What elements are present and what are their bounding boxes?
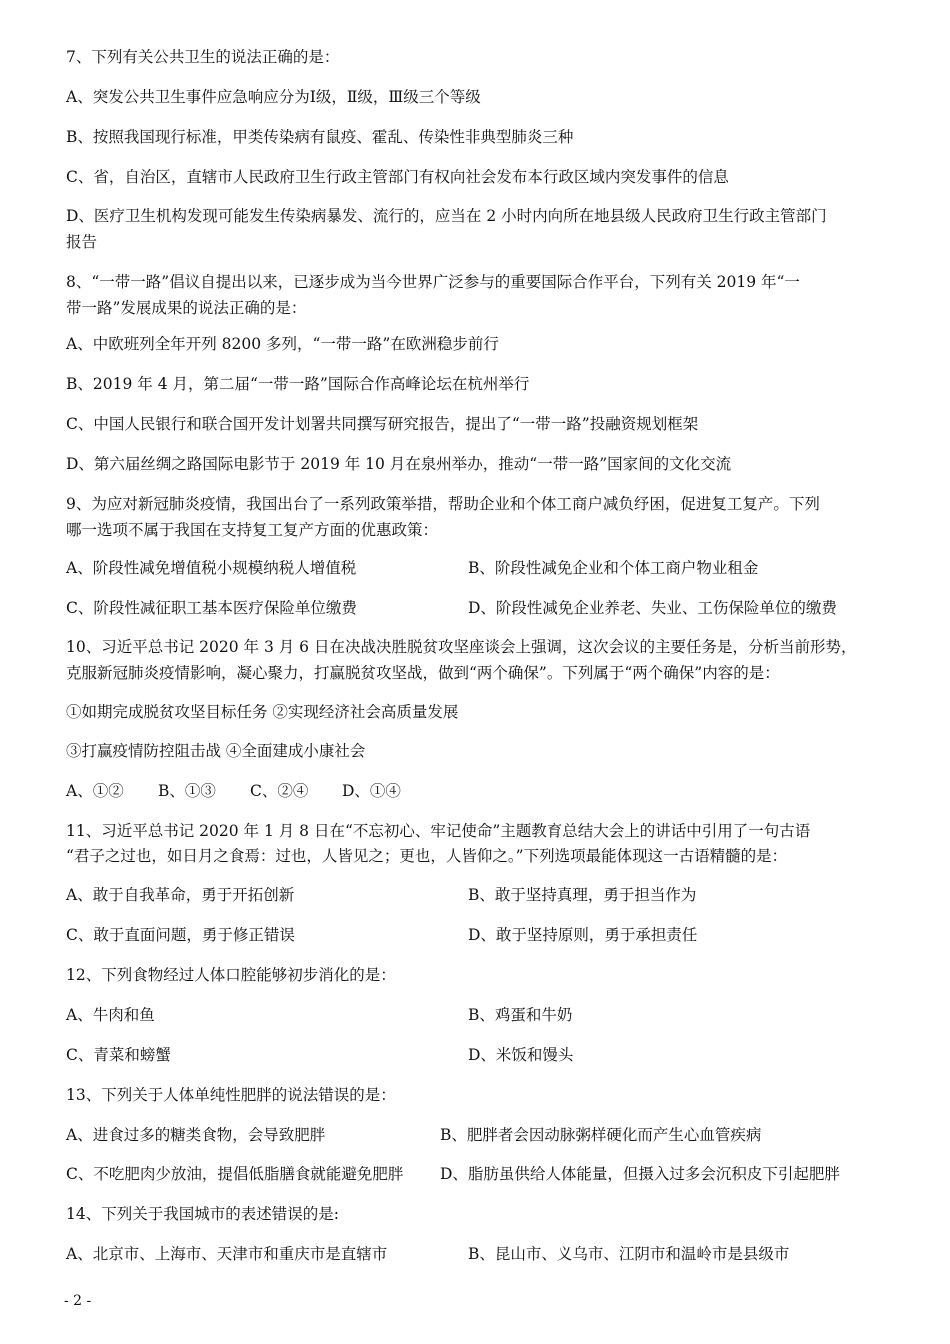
q8-stem-line1: 8、“一带一路”倡议自提出以来，已逐步成为当今世界广泛参与的重要国际合作平台，下列有关 2019 年“一 xyxy=(66,273,800,291)
q11-option-a: A、敢于自我革命，勇于开拓创新 xyxy=(66,886,295,904)
q11-stem-line1: 11、习近平总书记 2020 年 1 月 8 日在“不忘初心、牢记使命”主题教育总结大会上的讲话中引用了一句古语 xyxy=(66,822,811,840)
q7-option-a: A、突发公共卫生事件应急响应分为Ⅰ级，Ⅱ级，Ⅲ级三个等级 xyxy=(66,88,481,106)
q11-option-d: D、敢于坚持原则，勇于承担责任 xyxy=(468,926,698,944)
q8-option-d: D、第六届丝绸之路国际电影节于 2019 年 10 月在泉州举办，推动“一带一路”国家间的文化交流 xyxy=(66,455,732,473)
q13-option-b: B、肥胖者会因动脉粥样硬化而产生心血管疾病 xyxy=(440,1126,762,1144)
q10-stem-line1: 10、习近平总书记 2020 年 3 月 6 日在决战决胜脱贫攻坚座谈会上强调，这次会议的主要任务是，分析当前形势， xyxy=(66,638,857,656)
q14-option-a: A、北京市、上海市、天津市和重庆市是直辖市 xyxy=(66,1245,388,1263)
q11-option-c: C、敢于直面问题，勇于修正错误 xyxy=(66,926,295,944)
q9-option-c: C、阶段性减征职工基本医疗保险单位缴费 xyxy=(66,599,357,617)
q12-option-a: A、牛肉和鱼 xyxy=(66,1006,155,1024)
q10-stem-line2: 克服新冠肺炎疫情影响，凝心聚力，打赢脱贫攻坚战，做到“两个确保”。下列属于“两个确保”内容的是： xyxy=(66,664,780,682)
q8-option-c: C、中国人民银行和联合国开发计划署共同撰写研究报告，提出了“一带一路”投融资规划框架 xyxy=(66,415,699,433)
q13-option-a: A、进食过多的糖类食物，会导致肥胖 xyxy=(66,1126,326,1144)
q7-stem: 7、下列有关公共卫生的说法正确的是： xyxy=(66,48,340,66)
q14-stem: 14、下列关于我国城市的表述错误的是: xyxy=(66,1205,339,1223)
q11-option-b: B、敢于坚持真理，勇于担当作为 xyxy=(468,886,697,904)
q10-option-c: C、②④ xyxy=(250,782,309,800)
q11-stem-line2: “君子之过也，如日月之食焉：过也，人皆见之；更也，人皆仰之。”下列选项最能体现这一古语精髓的是： xyxy=(66,847,788,865)
q8-option-a: A、中欧班列全年开列 8200 多列，“一带一路”在欧洲稳步前行 xyxy=(66,335,499,353)
q9-option-a: A、阶段性减免增值税小规模纳税人增值税 xyxy=(66,559,357,577)
q10-option-a: A、①② xyxy=(66,782,124,800)
q8-option-b: B、2019 年 4 月，第二届“一带一路”国际合作高峰论坛在杭州举行 xyxy=(66,375,530,393)
q14-option-b: B、昆山市、义乌市、江阴市和温岭市是县级市 xyxy=(468,1245,790,1263)
q13-stem: 13、下列关于人体单纯性肥胖的说法错误的是： xyxy=(66,1086,396,1104)
q9-stem-line2: 哪一选项不属于我国在支持复工复产方面的优惠政策： xyxy=(66,521,439,539)
q9-stem-line1: 9、为应对新冠肺炎疫情，我国出台了一系列政策举措，帮助企业和个体工商户减负纾困，促进复工复产。下列 xyxy=(66,495,820,513)
q12-option-d: D、米饭和馒头 xyxy=(468,1046,574,1064)
q12-stem: 12、下列食物经过人体口腔能够初步消化的是： xyxy=(66,966,396,984)
q12-option-c: C、青菜和螃蟹 xyxy=(66,1046,171,1064)
q13-option-c: C、不吃肥肉少放油，提倡低脂膳食就能避免肥胖 xyxy=(66,1165,404,1183)
q7-option-b: B、按照我国现行标准，甲类传染病有鼠疫、霍乱、传染性非典型肺炎三种 xyxy=(66,128,574,146)
page-number: - 2 - xyxy=(64,1293,92,1309)
q7-option-d-line2: 报告 xyxy=(66,233,98,251)
q13-option-d: D、脂肪虽供给人体能量，但摄入过多会沉积皮下引起肥胖 xyxy=(440,1165,840,1183)
q10-items-line1: ①如期完成脱贫攻坚目标任务 ②实现经济社会高质量发展 xyxy=(66,703,459,721)
q9-option-b: B、阶段性减免企业和个体工商户物业租金 xyxy=(468,559,759,577)
q10-items-line2: ③打赢疫情防控阻击战 ④全面建成小康社会 xyxy=(66,742,366,760)
q9-option-d: D、阶段性减免企业养老、失业、工伤保险单位的缴费 xyxy=(468,599,837,617)
q8-stem-line2: 带一路”发展成果的说法正确的是： xyxy=(66,299,307,317)
q12-option-b: B、鸡蛋和牛奶 xyxy=(468,1006,573,1024)
q10-option-b: B、①③ xyxy=(158,782,216,800)
q10-option-d: D、①④ xyxy=(342,782,401,800)
q7-option-d-line1: D、医疗卫生机构发现可能发生传染病暴发、流行的，应当在 2 小时内向所在地县级人民政府卫生行政主管部门 xyxy=(66,207,827,225)
q7-option-c: C、省，自治区，直辖市人民政府卫生行政主管部门有权向社会发布本行政区域内突发事件的信息 xyxy=(66,168,729,186)
